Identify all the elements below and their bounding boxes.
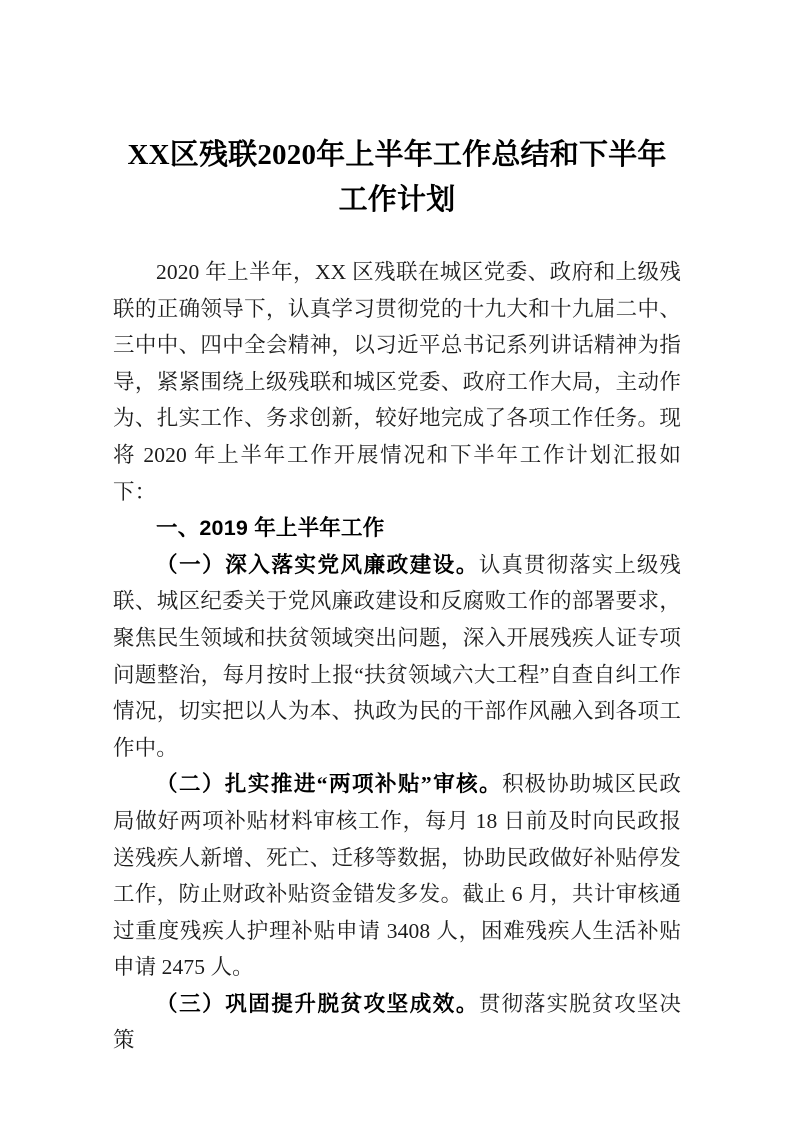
paragraph-item-2 bbox=[113, 766, 681, 986]
paragraph-item-1-lead: （一）深入落实党风廉政建设。 bbox=[156, 552, 479, 577]
document-content bbox=[113, 0, 681, 1059]
paragraph-item-3-tail: 贯彻落实脱贫攻坚决策 bbox=[113, 991, 681, 1053]
page-title-line-1: XX区残联2020年上半年工作总结和下半年 bbox=[127, 139, 667, 171]
page-title-line-2: 工作计划 bbox=[338, 184, 456, 216]
page-title bbox=[113, 0, 681, 223]
paragraph-item-1 bbox=[113, 547, 681, 767]
paragraph-item-3-lead: （三）巩固提升脱贫攻坚成效。 bbox=[156, 991, 479, 1016]
section-heading-1: 一、2019 年上半年工作 bbox=[156, 516, 385, 541]
paragraph-intro: 2020 年上半年，XX 区残联在城区党委、政府和上级残联的正确领导下，认真学习贯彻党的十九大和十九届二中、三中中、四中全会精神，以习近平总书记系列讲话精神为指导，紧紧围绕上级残联和城区党委、政府工作大局，主动作为、扎实工作、务求创新，较好地完成了各项工作任务。现将 2020 年上半年工作开展情况和下半年工作计划汇报如下： bbox=[113, 260, 681, 504]
paragraph-item-1-tail: 认真贯彻落实上级残联、城区纪委关于党风廉政建设和反腐败工作的部署要求，聚焦民生领域和扶贫领域突出问题，深入开展残疾人证专项问题整治，每月按时上报“扶贫领域六大工程”自查自纠工作情况，切实把以人为本、执政为民的干部作风融入到各项工作中。 bbox=[113, 552, 681, 760]
document-body bbox=[113, 254, 681, 1059]
paragraph-item-3 bbox=[113, 986, 681, 1059]
paragraph-item-2-tail: 积极协助城区民政局做好两项补贴材料审核工作，每月 18 日前及时向民政报送残疾人新增、死亡、迁移等数据，协助民政做好补贴停发工作，防止财政补贴资金错发多发。截止 6 月，共计审核通过重度残疾人护理补贴申请 3408 人，困难残疾人生活补贴申请 2475 人。 bbox=[113, 772, 681, 980]
paragraph-item-2-lead: （二）扎实推进“两项补贴”审核。 bbox=[156, 772, 503, 797]
